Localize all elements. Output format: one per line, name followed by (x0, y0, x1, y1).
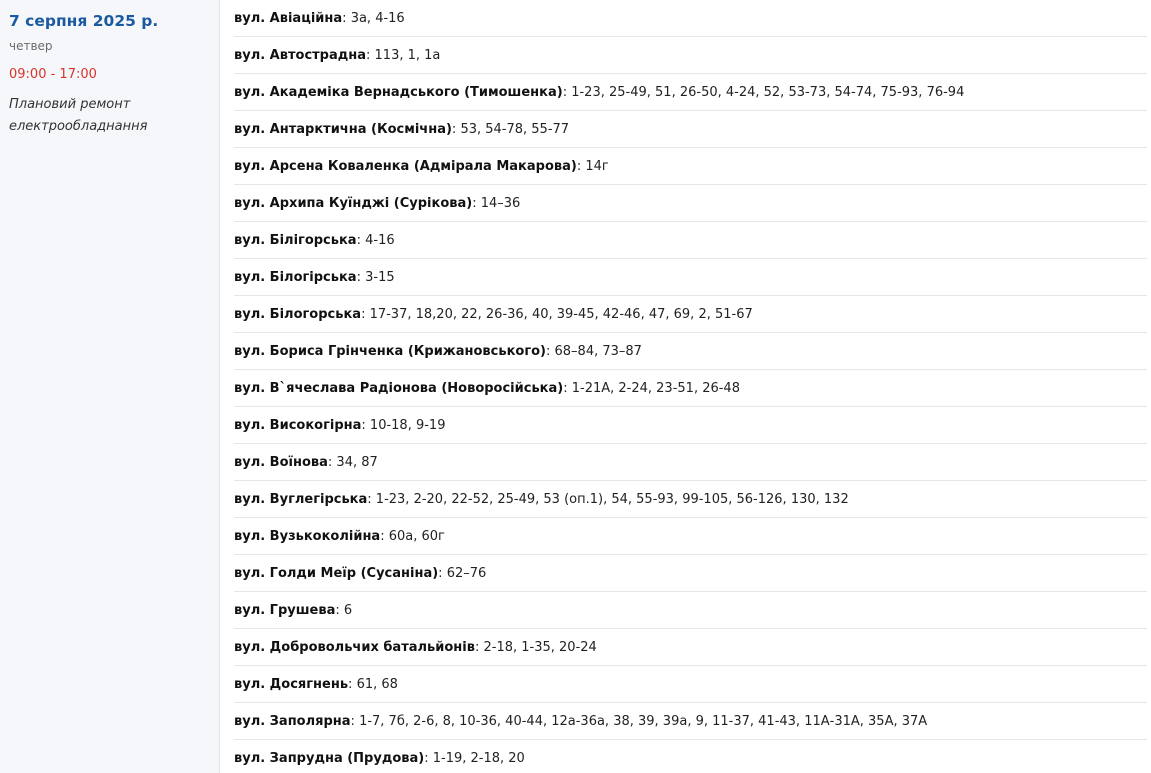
house-numbers: 34, 87 (336, 455, 378, 470)
street-row: вул. Вузькоколійна: 60а, 60г (234, 518, 1147, 555)
street-name: вул. Досягнень (234, 677, 349, 692)
house-numbers: 61, 68 (356, 677, 398, 692)
street-row: вул. Авіаційна: 3а, 4-16 (234, 0, 1147, 37)
street-name: вул. Запрудна (Прудова) (234, 751, 425, 766)
street-row: вул. Грушева: 6 (234, 592, 1147, 629)
street-row: вул. Заполярна: 1-7, 7б, 2-6, 8, 10-36, 40-44, 12а-36а, 38, 39, 39а, 9, 11-37, 41-43, 11А-31А, 35А, 37А (234, 703, 1147, 740)
house-numbers: 14г (585, 159, 609, 174)
street-row: вул. Академіка Вернадського (Тимошенка): 1-23, 25-49, 51, 26-50, 4-24, 52, 53-73, 54-74, 75-93, 76-94 (234, 74, 1147, 111)
street-row: вул. Добровольчих батальйонів: 2-18, 1-35, 20-24 (234, 629, 1147, 666)
street-name: вул. Добровольчих батальйонів (234, 640, 475, 655)
house-numbers: 4-16 (365, 233, 395, 248)
outage-weekday: четвер (9, 39, 53, 53)
street-row: вул. Білогірська: 3-15 (234, 259, 1147, 296)
street-row: вул. Білогорська: 17-37, 18,20, 22, 26-36, 40, 39-45, 42-46, 47, 69, 2, 51-67 (234, 296, 1147, 333)
outage-date: 7 серпня 2025 р. (9, 12, 159, 30)
street-row: вул. Досягнень: 61, 68 (234, 666, 1147, 703)
street-row: вул. Голди Меїр (Сусаніна): 62–76 (234, 555, 1147, 592)
street-name: вул. Автострадна (234, 48, 367, 63)
street-name: вул. Грушева (234, 603, 336, 618)
schedule-info-panel (0, 0, 220, 773)
street-name: вул. Бориса Грінченка (Крижановського) (234, 344, 546, 359)
street-row: вул. Запрудна (Прудова): 1-19, 2-18, 20 (234, 751, 525, 766)
street-name: вул. Академіка Вернадського (Тимошенка) (234, 85, 563, 100)
street-name: вул. Архипа Куїнджі (Сурікова) (234, 196, 473, 211)
house-numbers: 17-37, 18,20, 22, 26-36, 40, 39-45, 42-46, 47, 69, 2, 51-67 (369, 307, 753, 322)
street-name: вул. Голди Меїр (Сусаніна) (234, 566, 439, 581)
street-name: вул. Вуглегірська (234, 492, 368, 507)
street-row: вул. Арсена Коваленка (Адмірала Макарова): 14г (234, 148, 1147, 185)
street-name: вул. Білогірська (234, 270, 357, 285)
house-numbers: 1-23, 2-20, 22-52, 25-49, 53 (оп.1), 54, 55-93, 99-105, 56-126, 130, 132 (375, 492, 849, 507)
outage-reason: Плановий ремонт електрообладнання (9, 97, 148, 134)
house-numbers: 53, 54-78, 55-77 (460, 122, 570, 137)
house-numbers: 2-18, 1-35, 20-24 (483, 640, 597, 655)
street-name: вул. Арсена Коваленка (Адмірала Макарова) (234, 159, 577, 174)
street-name: вул. Білогорська (234, 307, 362, 322)
street-name: вул. Заполярна (234, 714, 351, 729)
street-name: вул. Авіаційна (234, 11, 343, 26)
street-name: вул. Вузькоколійна (234, 529, 381, 544)
street-row: вул. Високогірна: 10-18, 9-19 (234, 407, 1147, 444)
street-row: вул. Вуглегірська: 1-23, 2-20, 22-52, 25-49, 53 (оп.1), 54, 55-93, 99-105, 56-126, 130, 132 (234, 481, 1147, 518)
house-numbers: 1-19, 2-18, 20 (432, 751, 525, 766)
house-numbers: 62–76 (446, 566, 487, 581)
house-numbers: 3-15 (365, 270, 395, 285)
house-numbers: 60а, 60г (388, 529, 445, 544)
house-numbers: 1-23, 25-49, 51, 26-50, 4-24, 52, 53-73, 54-74, 75-93, 76-94 (571, 85, 965, 100)
house-numbers: 113, 1, 1а (374, 48, 441, 63)
street-row: вул. Антарктична (Космічна): 53, 54-78, 55-77 (234, 111, 1147, 148)
outage-time: 09:00 - 17:00 (9, 67, 97, 82)
street-row: вул. Білігорська: 4-16 (234, 222, 1147, 259)
street-row: вул. Архипа Куїнджі (Сурікова): 14–36 (234, 185, 1147, 222)
house-numbers: 10-18, 9-19 (369, 418, 446, 433)
street-row: вул. Воїнова: 34, 87 (234, 444, 1147, 481)
street-row: вул. Бориса Грінченка (Крижановського): 68–84, 73–87 (234, 333, 1147, 370)
house-numbers: 14–36 (480, 196, 521, 211)
street-list (220, 0, 1151, 773)
street-row: вул. Автострадна: 113, 1, 1а (234, 37, 1147, 74)
house-numbers: 3а, 4-16 (350, 11, 405, 26)
street-name: вул. Воїнова (234, 455, 328, 470)
street-name: вул. Антарктична (Космічна) (234, 122, 452, 137)
street-name: вул. Білігорська (234, 233, 357, 248)
house-numbers: 68–84, 73–87 (554, 344, 642, 359)
house-numbers: 1-7, 7б, 2-6, 8, 10-36, 40-44, 12а-36а, 38, 39, 39а, 9, 11-37, 41-43, 11А-31А, 35А, 37А (359, 714, 928, 729)
street-row: вул. В`ячеслава Радіонова (Новоросійська): 1-21А, 2-24, 23-51, 26-48 (234, 370, 1147, 407)
street-name: вул. В`ячеслава Радіонова (Новоросійська) (234, 381, 564, 396)
house-numbers: 6 (343, 603, 353, 618)
street-name: вул. Високогірна (234, 418, 362, 433)
house-numbers: 1-21А, 2-24, 23-51, 26-48 (571, 381, 740, 396)
